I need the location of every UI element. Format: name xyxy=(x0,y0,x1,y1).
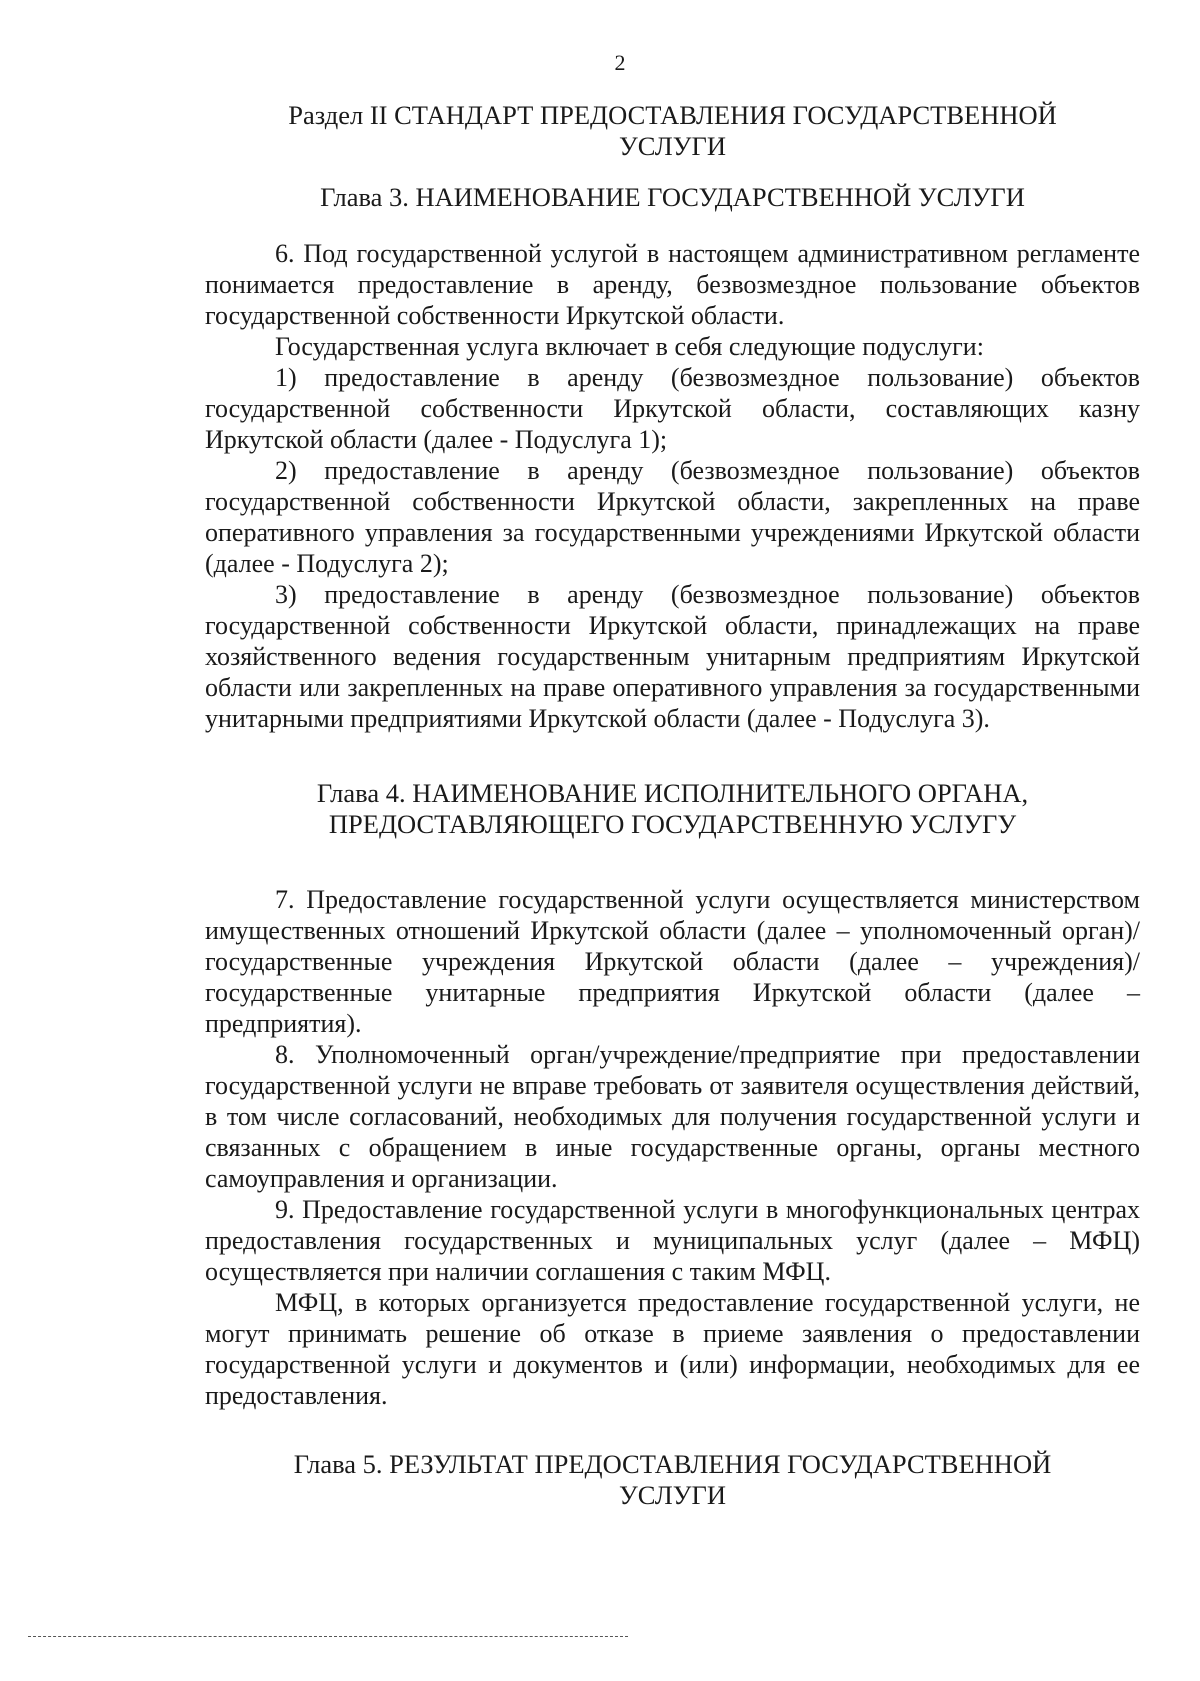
section-heading xyxy=(205,100,1140,162)
chapter4-heading-line2: ПРЕДОСТАВЛЯЮЩЕГО ГОСУДАРСТВЕННУЮ УСЛУГУ xyxy=(328,809,1017,839)
chapter5-heading xyxy=(205,1449,1140,1511)
chapter5-heading-line1: Глава 5. РЕЗУЛЬТАТ ПРЕДОСТАВЛЕНИЯ ГОСУДАРСТВЕННОЙ xyxy=(293,1449,1052,1479)
page-number: 2 xyxy=(614,50,626,75)
subservice-2: 2) предоставление в аренду (безвозмездное пользование) объектов государственной собственности Иркутской области, закрепленных на праве оперативного управления за государственными учреждениями Иркутской области (далее - Подуслуга 2); xyxy=(205,456,1140,578)
subservice-3: 3) предоставление в аренду (безвозмездное пользование) объектов государственной собственности Иркутской области, принадлежащих на праве хозяйственного ведения государственным унитарным предприятиям Иркутской области или закрепленных на праве оперативного управления за государственными унитарными предприятиями Иркутской области (далее - Подуслуга 3). xyxy=(205,580,1140,733)
chapter5-heading-line2: УСЛУГИ xyxy=(619,1480,726,1510)
scan-edge-line xyxy=(28,1636,628,1637)
section-heading-line1: Раздел II СТАНДАРТ ПРЕДОСТАВЛЕНИЯ ГОСУДАРСТВЕННОЙ xyxy=(288,100,1057,130)
chapter4-heading-line1: Глава 4. НАИМЕНОВАНИЕ ИСПОЛНИТЕЛЬНОГО ОРГАНА, xyxy=(316,778,1029,808)
paragraph-9: 9. Предоставление государственной услуги в многофункциональных центрах предоставления государственных и муниципальных услуг (далее – МФЦ) осуществляется при наличии соглашения с таким МФЦ. xyxy=(205,1195,1140,1286)
chapter4-heading xyxy=(205,778,1140,840)
paragraph-7: 7. Предоставление государственной услуги осуществляется министерством имущественных отношений Иркутской области (далее – уполномоченный орган)/государственные учреждения Иркутской области (далее – учреждения)/государственные унитарные предприятия Иркутской области (далее – предприятия). xyxy=(205,885,1140,1038)
document-body xyxy=(205,100,1140,1511)
paragraph-mfc: МФЦ, в которых организуется предоставление государственной услуги, не могут принимать решение об отказе в приеме заявления о предоставлении государственной услуги и документов и (или) информации, необходимых для ее предоставления. xyxy=(205,1288,1140,1410)
chapter3-heading: Глава 3. НАИМЕНОВАНИЕ ГОСУДАРСТВЕННОЙ УСЛУГИ xyxy=(320,182,1025,212)
section-heading-line2: УСЛУГИ xyxy=(619,131,726,161)
paragraph-8: 8. Уполномоченный орган/учреждение/предприятие при предоставлении государственной услуги не вправе требовать от заявителя осуществления действий, в том числе согласований, необходимых для получения государственной услуги и связанных с обращением в иные государственные органы, органы местного самоуправления и организации. xyxy=(205,1040,1140,1193)
subservices-intro: Государственная услуга включает в себя следующие подуслуги: xyxy=(275,332,984,361)
subservice-1: 1) предоставление в аренду (безвозмездное пользование) объектов государственной собственности Иркутской области, составляющих казну Иркутской области (далее - Подуслуга 1); xyxy=(205,363,1140,454)
paragraph-6: 6. Под государственной услугой в настоящем административном регламенте понимается предоставление в аренду, безвозмездное пользование объектов государственной собственности Иркутской области. xyxy=(205,239,1140,330)
